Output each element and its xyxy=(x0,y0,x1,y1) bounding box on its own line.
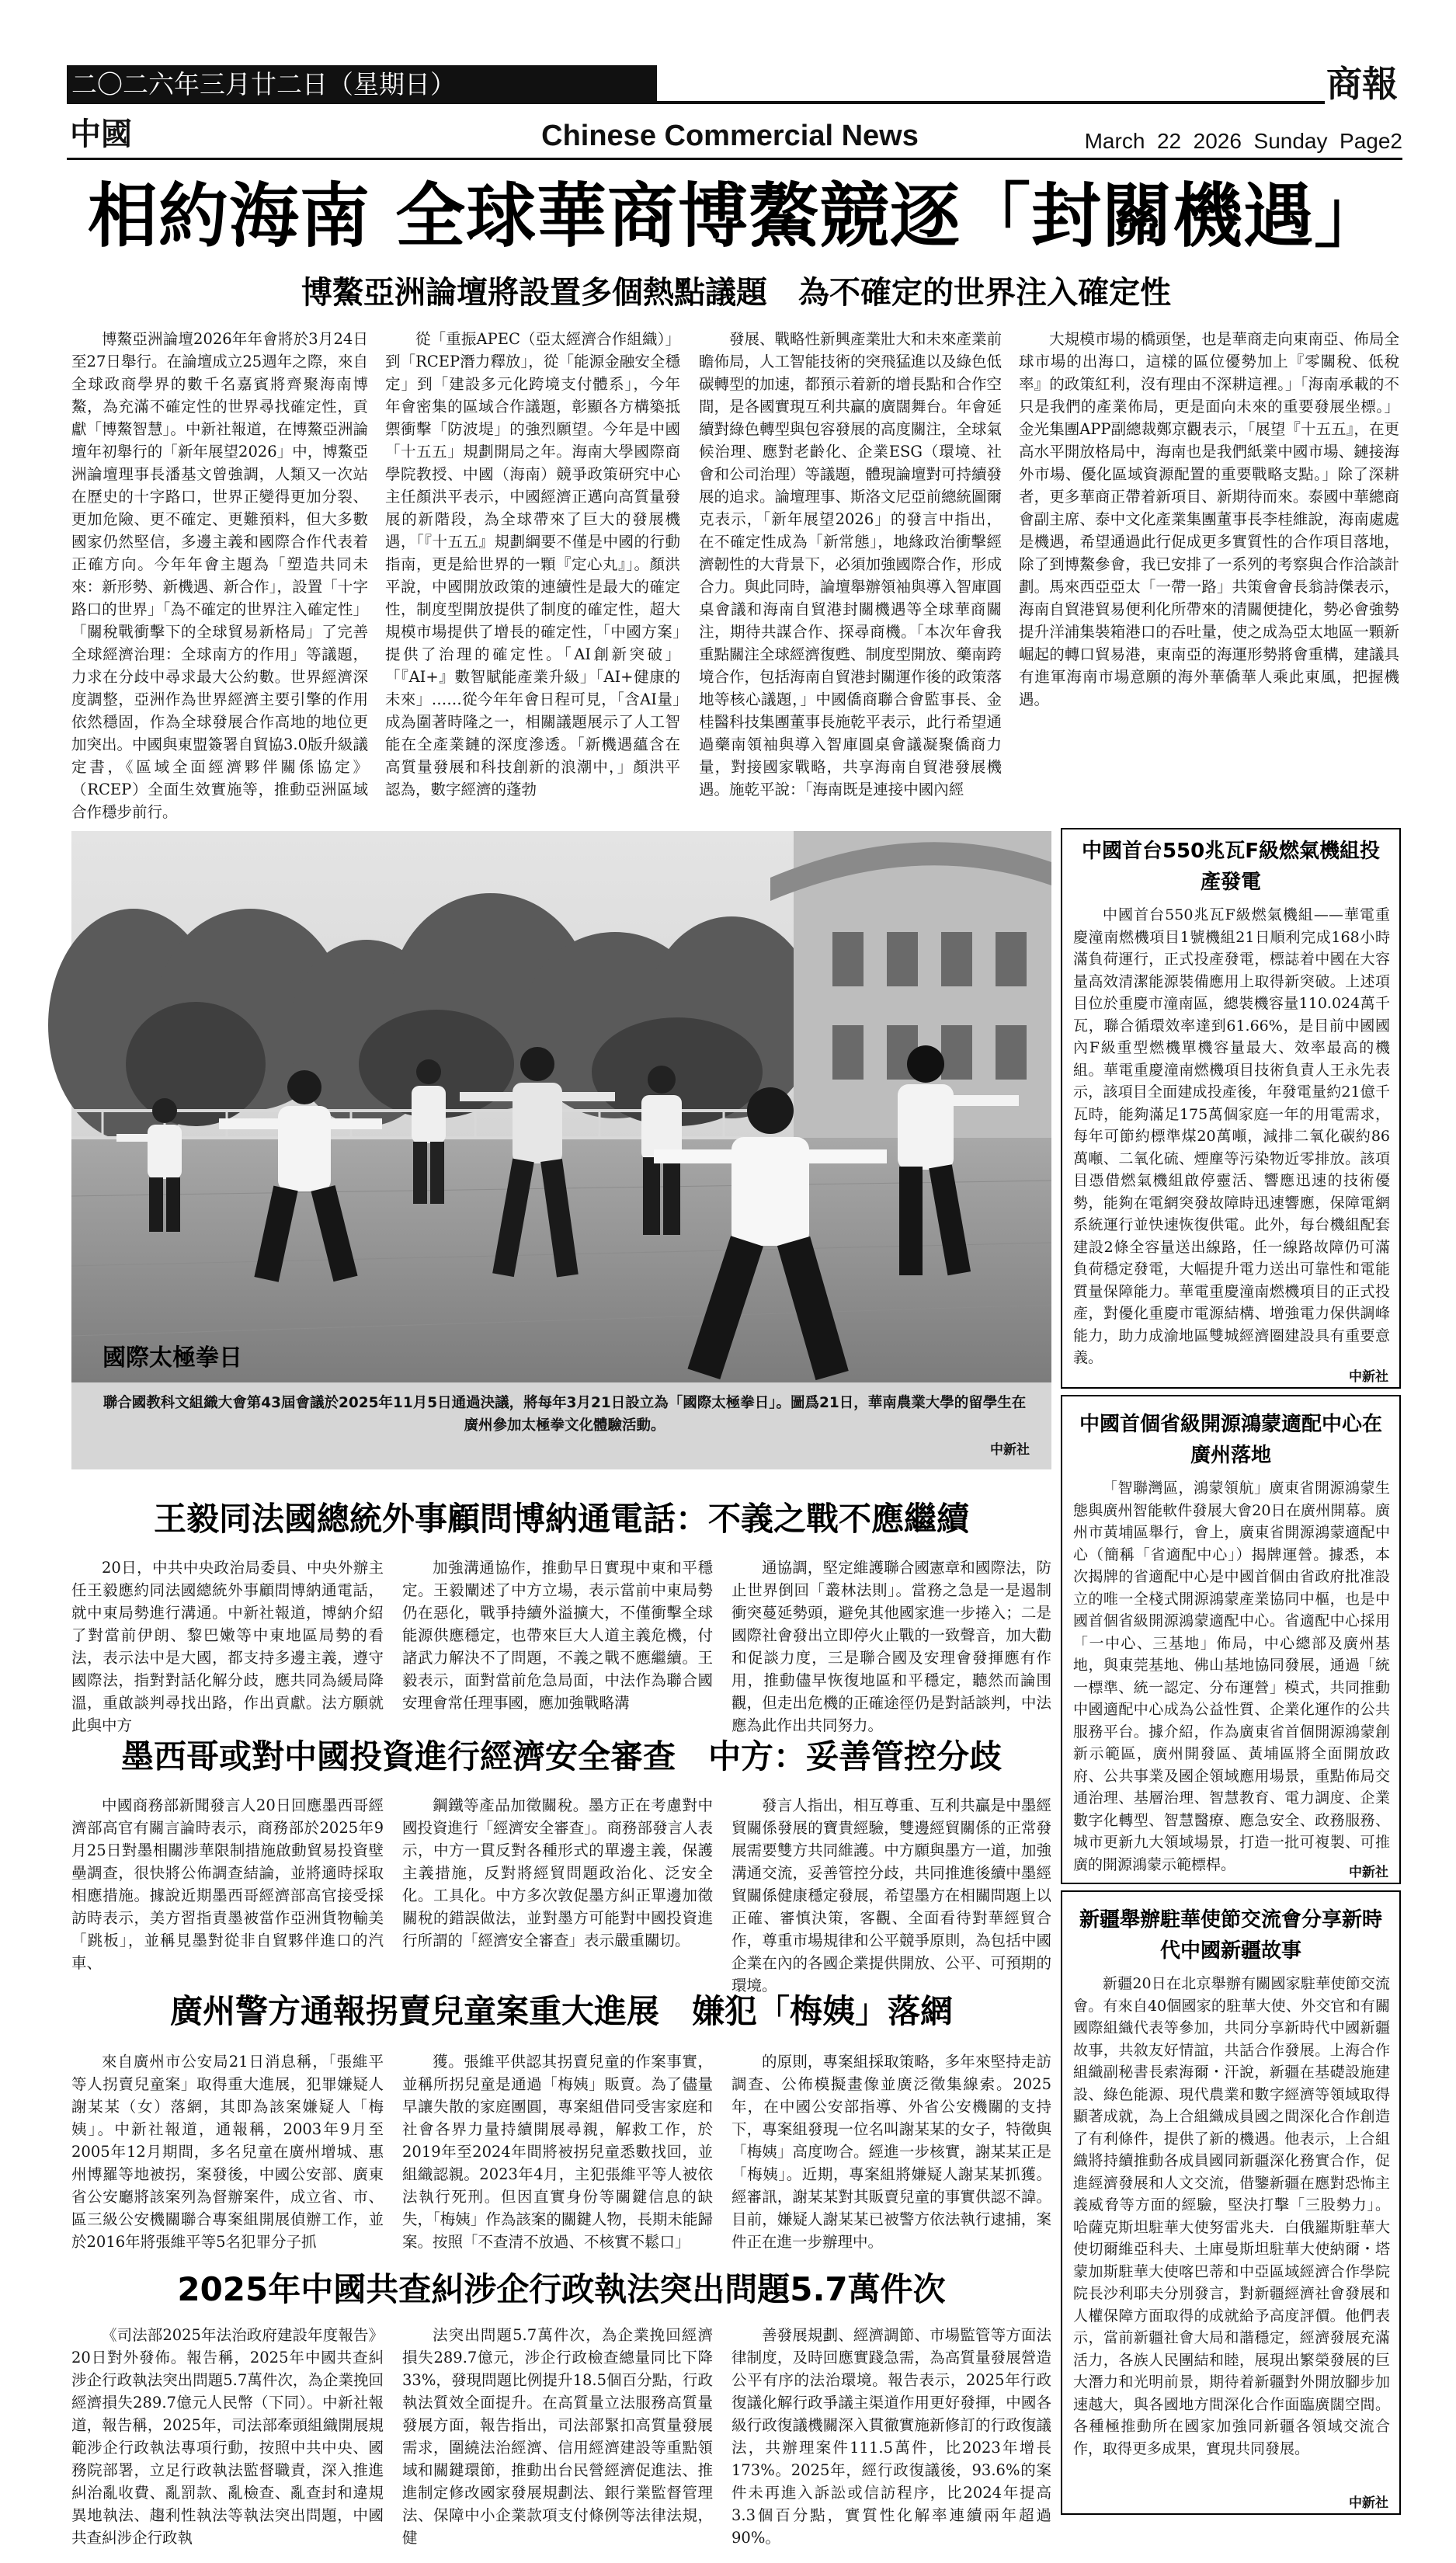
sidebar-title-3: 新疆舉辦駐華使節交流會分享新時代中國新疆故事 xyxy=(1079,1908,1382,1963)
photo-caption xyxy=(103,1392,1027,1437)
sidebar-source-2: 中新社 xyxy=(1349,1865,1388,1880)
article-3-text-2: 獲。張維平供認其拐賣兒童的作案事實，並稱所拐兒童是通過「梅姨」販賣。為了儘量早讓失散的家庭團圓，專案組借同受害家庭和社會各界力量持續開展尋親，解救工作，於2019年至2024年間將被拐兒童悉數找回，並組織認親。2023年4月，主犯張維平等人被依法執行死刑。但因直實身份等關鍵信息的缺失，「梅姨」作為該案的關鍵人物，長期未能歸案。按照「不查清不放過、不核實不鬆口」 xyxy=(402,2053,713,2251)
article-2-column-1 xyxy=(71,1794,384,1973)
photo-source: 中新社 xyxy=(990,1442,1030,1458)
article-4-text-3: 善發展規劃、經濟調節、市場監管等方面法律制度，及時回應實踐急需，為高質量發展營造公平有序的法治環境。報告表示，2025年行政復議化解行政爭議主渠道作用更好發揮，中國各級行政復議機關深入貫徹實施新修訂的行政復議法，共辦理案件111.5萬件，比2023年增長173%。2025年，經行政復議後，93.6%的案件未再進入訴訟或信訪程序，比2024年提高3.3個百分點，實質性化解率連續兩年超過90%。 xyxy=(731,2326,1051,2547)
lead-column-3 xyxy=(699,328,1003,798)
date-page-en: March 22 2026 Sunday Page2 xyxy=(1084,129,1402,153)
sidebar-body-3 xyxy=(1073,1973,1390,2488)
article-2-column-2 xyxy=(402,1794,713,1973)
article-1-column-1 xyxy=(71,1556,384,1734)
masthead-date-bar xyxy=(67,65,657,104)
sidebar-source-3: 中新社 xyxy=(1349,2495,1388,2511)
article-1-column-2 xyxy=(402,1556,713,1712)
article-4-column-2 xyxy=(402,2324,713,2547)
sidebar-item-2 xyxy=(1061,1395,1401,1884)
article-1-text-3: 通協調，堅定維護聯合國憲章和國際法，防止世界倒回「叢林法則」。當務之急是一是遏制衝突蔓延勢頭，避免其他國家進一步捲入；二是國際社會發出立即停火止戰的一致聲音，加大勸和促談力度，三是聯合國及安理會發揮應有作用，推動儘早恢復地區和平穩定，聽然而論围觀，但走出危機的正確途徑仍是對話談判，中法應為此作出共同努力。 xyxy=(731,1559,1051,1734)
photo-caption-area xyxy=(71,1344,1051,1469)
article-3-column-3 xyxy=(731,2050,1051,2254)
article-2-column-3 xyxy=(731,1794,1051,1994)
article-3-text-3: 的原則，專案組採取策略，多年來堅持走訪調查、公佈模擬畫像並廣泛徵集線索。2025年，在中國公安部指導、外省公安機關的支持下，專案組發現一位名叫謝某某的女子，特徵與「梅姨」高度吻合。經進一步核實，謝某某正是「梅姨」。近期，專案組將嫌疑人謝某某抓獲。經審訊，謝某某對其販賣兒童的事實供認不諱。目前，嫌疑人謝某某已被警方依法執行逮捕，案件正在進一步辦理中。 xyxy=(731,2053,1051,2251)
lead-column-4 xyxy=(1019,328,1399,794)
lead-text-2: 從「重振APEC（亞太經濟合作組織）」到「RCEP潛力釋放」，從「能源金融安全穩定」到「建設多元化跨境支付體系」，今年年會密集的區域合作議題，彰顯各方構築抵禦衝擊「防波堤」的強烈願望。今年是中國「十五五」規劃開局之年。海南大學國際商學院教授、中國（海南）競爭政策研究中心主任顏洪平表示，中國經濟正邁向高質量發展的新階段，為全球帶來了巨大的發展機遇，「『十五五』規劃綱要不僅是中國的行動指南，更是給世界的一顆『定心丸』」。顏洪平說，中國開放政策的連續性是最大的確定性，制度型開放提供了制度的確定性，超大規模市場提供了增長的確定性，「中國方案」提供了治理的確定性。「AI創新突破」「『AI+』數智賦能產業升級」「AI+健康的未來」……從今年年會日程可見，「含AI量」成為圍著時隆之一，相關議題展示了人工智能在全產業鏈的深度滲透。「新機遇蘊含在高質量發展和科技創新的浪潮中，」顏洪平認為，數字經濟的蓬勃 xyxy=(385,330,680,798)
article-2-headline: 墨西哥或對中國投資進行經濟安全審查 中方：妥善管控分歧 xyxy=(120,1737,1002,1775)
section-label: 中國 xyxy=(70,116,132,152)
article-4-column-3 xyxy=(731,2324,1051,2547)
article-3-column-2 xyxy=(402,2050,713,2254)
article-4-headline: 2025年中國共查糾涉企行政執法突出問題5.7萬件次 xyxy=(177,2270,946,2308)
article-1-column-3 xyxy=(731,1556,1051,1734)
lead-text-3: 發展、戰略性新興產業壯大和未來產業前瞻佈局，人工智能技術的突飛猛進以及綠色低碳轉型的加速，都預示着新的增長點和合作空間，是各國實現互利共贏的廣闊舞台。年會延續對綠色轉型與包容發展的高度關注，全球氣候治理、應對老齡化、企業ESG（環境、社會和公司治理）等議題，體現論壇對可持續發展的追求。論壇理事、斯洛文尼亞前總統圖爾克表示，「新年展望2026」的發言中指出，在不確定性成為「新常態」，地緣政治衝擊經濟韌性的大背景下，必須加強國際合作，形成合力。與此同時，論壇舉辦領袖與導入智庫圓桌會議和海南自貿港封關機遇等全球華商關注，期待共謀合作、探尋商機。「本次年會我重點關注全球經濟復甦、制度型開放、藥南跨境合作，包括海南自貿港封關運作後的政策落地等核心議題，」中國僑商聯合會監事長、金桂醫科技集團董事長施乾平表示，此行希望通過藥南領袖與導入智庫圓桌會議凝聚僑商力量，對接國家戰略，共享海南自貿港發展機遇。施乾平說：「海南既是連接中國內經 xyxy=(699,330,1003,798)
article-1-text-2: 加強溝通協作，推動早日實現中東和平穩定。王毅闡述了中方立場，表示當前中東局勢仍在惡化，戰爭持續外溢擴大，不僅衝擊全球能源供應穩定，也帶來巨大人道主義危機，付諸武力解決不了問題，不義之戰不應繼續。王毅表示，面對當前危急局面，中法作為聯合國安理會常任理事國，應加強戰略溝 xyxy=(402,1559,713,1712)
article-4-text-2: 法突出問題5.7萬件次，為企業挽回經濟損失289.7億元，涉企行政檢查總量同比下降33%，發現問題比例提升18.5個百分點，行政執法質效全面提升。在高質量立法服務高質量發展方面，報告指出，司法部緊扣高質量發展需求，圍繞法治經濟、信用經濟建設等重點領域和關鍵環節，推動出台民營經濟促進法、推進制定修改國家發展規劃法、銀行業監督管理法、保障中小企業款項支付條例等法律法規，健 xyxy=(402,2326,713,2547)
sidebar-body-1 xyxy=(1073,904,1390,1370)
paper-logo: 商報 xyxy=(1326,63,1398,105)
lead-column-2 xyxy=(385,328,680,798)
article-2-text-3: 發言人指出，相互尊重、互利共贏是中墨經貿關係發展的寶貴經驗，雙邊經貿關係的正常發展需要雙方共同維護。中方願與墨方一道，加強溝通交流，妥善管控分歧，共同推進後續中墨經貿關係健康穩定發展，希望墨方在相關問題上以正確、審慎決策，客觀、全面看待對華經貿合作，尊重市場規律和公平競爭原則，為包括中國企業在內的各國企業提供開放、公平、可預期的環境。 xyxy=(731,1796,1051,1994)
photo-title: 國際太極拳日 xyxy=(103,1344,242,1372)
lead-text-4: 大規模市場的橋頭堡，也是華商走向東南亞、佈局全球市場的出海口，這樣的區位優勢加上『零關稅、低稅率』的政策紅利，沒有理由不深耕這裡。」「海南承載的不只是我們的產業佈局，更是面向未來的重要發展坐標。」金光集團APP副總裁鄭京觀表示，「展望『十五五』，在更高水平開放格局中，海南也是我們紙業中國市場、鏈接海外市場、優化區域資源配置的重要戰略支點。」除了深耕者，更多華商正帶着新項目、新期待而來。泰國中華總商會副主席、泰中文化產業集團董事長李桂維說，海南處處是機遇，希望通過此行促成更多實質性的合作項目落地，除了到博鰲參會，我已安排了一系列的考察與合作洽談計劃。馬來西亞亞太「一帶一路」共策會會長翁詩傑表示，海南自貿港貿易便利化所帶來的清關便捷化，勢必會強勢提升洋浦集裝箱港口的吞吐量，使之成為亞太地區一顆新崛起的轉口貿易港，東南亞的海運形勢將會重構，建議具有進軍海南市場意願的海外華僑華人乘此東風，把握機遇。 xyxy=(1019,330,1399,708)
sidebar-item-3 xyxy=(1061,1890,1401,2515)
sidebar-title-1: 中國首台550兆瓦F級燃氣機組投產發電 xyxy=(1081,840,1381,894)
article-2-text-1: 中國商務部新聞發言人20日回應墨西哥經濟部高官有關言論時表示，商務部於2025年9月25日對墨相關涉華限制措施啟動貿易投資壁壘調查，很快將公佈調查結論，並將適時採取相應措施。據說近期墨西哥經濟部高官接受採訪時表示，美方習指責墨被當作亞洲貨物輸美「跳板」，並稱見墨對從非自貿夥伴進口的汽車、 xyxy=(71,1796,384,1972)
sidebar-source-1: 中新社 xyxy=(1349,1369,1388,1385)
article-1-text-1: 20日，中共中央政治局委員、中央外辦主任王毅應約同法國總統外事顧問博納通電話，就中東局勢進行溝通。中新社報道，博納介紹了對當前伊朗、黎巴嫩等中東地區局勢的看法，表示法中是大國，都支持多邊主義，遵守國際法，指對對話化解分歧，應共同為緩局降溫，重啟談判尋找出路，作出貢獻。法方願就此與中方 xyxy=(71,1559,384,1734)
sidebar-item-1 xyxy=(1061,828,1401,1389)
masthead-rule-top xyxy=(657,101,1325,104)
lead-text-1: 博鰲亞洲論壇2026年年會將於3月24日至27日舉行。在論壇成立25週年之際，來自全球政商學界的數千名嘉賓將齊聚海南博鰲，為充滿不確定性的世界尋找確定性，貢獻「博鰲智慧」。中新社報道，在博鰲亞洲論壇年初舉行的「新年展望2026」中，博鰲亞洲論壇理事長潘基文曾強調，人類又一次站在歷史的十字路口，世界正變得更加分裂、更加危險、更不確定、更難預料，但大多數國家仍然堅信，多邊主義和國際合作代表着正確方向。今年年會主題為「塑造共同未來：新形勢、新機遇、新合作」，設置「十字路口的世界」「為不確定的世界注入確定性」「關稅戰衝擊下的全球貿易新格局」了完善全球經濟治理：全球南方的作用」等議題，力求在分歧中尋求最大公約數。世界經濟深度調整，亞洲作為世界經濟主要引擎的作用依然穩固，作為全球發展合作高地的地位更加突出。中國與東盟簽署自貿協3.0版升級議定書，《區域全面經濟夥伴關係協定》（RCEP）全面生效實施等，推動亞洲區域合作穩步前行。 xyxy=(71,330,369,821)
lead-subheadline: 博鰲亞洲論壇將設置多個熱點議題 為不確定的世界注入確定性 xyxy=(301,274,1171,311)
article-1-headline: 王毅同法國總統外事顧問博納通電話：不義之戰不應繼續 xyxy=(153,1500,969,1538)
taichi-photo-image xyxy=(71,831,1051,1382)
paper-name-en: Chinese Commercial News xyxy=(541,120,919,152)
sidebar-title-2: 中國首個省級開源鴻蒙適配中心在廣州落地 xyxy=(1079,1413,1382,1467)
lead-column-1 xyxy=(71,328,369,821)
article-3-column-1 xyxy=(71,2050,384,2254)
sidebar-text-3: 新疆20日在北京舉辦有關國家駐華使節交流會。有來自40個國家的駐華大使、外交官和有關國際組織代表等參加，共同分享新時代中國新疆故事，共敘友好情誼，共話合作發展。上海合作組織副秘書長索海爾・汗說，新疆在基礎設施建設、綠色能源、現代農業和數字經濟等領域取得顯著成就，為上合組織成員國之間深化合作創造了有利條件，提供了新的機遇。他表示，上合組織將持續推動各成員國同新疆深化務實合作，促進經濟發展和人文交流，借鑒新疆在應對恐怖主義威脅等方面的經驗，堅決打擊「三股勢力」。哈薩克斯坦駐華大使努雷兆夫．白俄羅斯駐華大使切爾維亞科夫、土庫曼斯坦駐華大使納爾・塔蒙加斯駐華大使喀巴蒂和中亞區域經濟合作學院院長沙利耶夫分別發言，對新疆經濟社會發展和人權保障方面取得的成就給予高度評價。他們表示，當前新疆社會大局和諧穩定，經濟發展充滿活力，各族人民團結和睦，展現出繁榮發展的巨大潛力和光明前景，期待着新疆對外開放腳步加速越大，與各國地方間深化合作面臨廣闊空間。各種極推動所在國家加強同新疆各領域交流合作，取得更多成果，實現共同發展。 xyxy=(1073,1975,1390,2457)
article-4-text-1: 《司法部2025年法治政府建設年度報告》20日對外發佈。報告稱，2025年中國共查糾涉企行政執法突出問題5.7萬件次，為企業挽回經濟損失289.7億元人民幣（下同）。中新社報道，報告稱，2025年，司法部牽頭組織開展規範涉企行政執法專項行動，按照中共中央、國務院部署，立足行政執法監督職責，深入推進糾治亂收費、亂罰款、亂檢查、亂查封和違規異地執法、趨利性執法等執法突出問題，中國共查糾涉企行政執 xyxy=(71,2326,384,2547)
lead-headline: 相約海南 全球華商博鰲競逐「封關機遇」 xyxy=(87,176,1385,257)
article-3-text-1: 來自廣州市公安局21日消息稱，「張維平等人拐賣兒童案」取得重大進展，犯罪嫌疑人謝某某（女）落網，其即為該案嫌疑人「梅姨」。中新社報道，通報稱，2003年9月至2005年12月期間，多名兒童在廣州增城、惠州博羅等地被拐，案發後，中國公安部、廣東省公安廳將該案列為督辦案件，成立省、市、區三級公安機關聯合專案組開展偵辦工作，並於2016年將張維平等5名犯罪分子抓 xyxy=(71,2053,384,2251)
masthead-rule-bottom xyxy=(67,158,1402,160)
article-3-headline: 廣州警方通報拐賣兒童案重大進展 嫌犯「梅姨」落網 xyxy=(169,1992,953,2030)
taichi-photo xyxy=(71,831,1051,1382)
sidebar-text-1: 中國首台550兆瓦F級燃氣機組——華電重慶潼南燃機項目1號機組21日順利完成168小時滿負荷運行，正式投產發電，標誌着中國在大容量高效清潔能源裝備應用上取得新突破。上述項目位於重慶市潼南區，總裝機容量110.024萬千瓦，聯合循環效率達到61.66%，是目前中國國內F級重型燃機單機容量最大、效率最高的機組。華電重慶潼南燃機項目技術負責人王永先表示，該項目全面建成投產後，年發電量約21億千瓦時，能夠滿足175萬個家庭一年的用電需求，每年可節約標準煤20萬噸，減排二氧化碳約86萬噸、二氧化硫、煙塵等污染物近零排放。該項目憑借燃氣機組啟停靈活、響應迅速的技術優勢，能夠在電網突發故障時迅速響應，保障電網系統運行並快速恢復供電。此外，每台機組配套建設2條全容量送出線路，任一線路故障仍可滿負荷穩定發電，大幅提升電力送出可靠性和電能質量保障能力。華電重慶潼南燃機項目的正式投產，對優化重慶市電源結構、增強電力保供調峰能力，助力成渝地區雙城經濟圈建設具有重要意義。 xyxy=(1073,906,1390,1366)
issue-date: 二〇二六年三月廿二日（星期日） xyxy=(71,69,456,99)
photo-caption-text: 聯合國教科文組織大會第43屆會議於2025年11月5日通過決議，將每年3月21日設立為「國際太極拳日」。圖爲21日，華南農業大學的留學生在廣州參加太極拳文化體驗活動。 xyxy=(103,1395,1027,1434)
article-2-text-2: 鋼鐵等產品加徵關稅。墨方正在考慮對中國投資進行「經濟安全審查」。商務部發言人表示，中方一貫反對各種形式的單邊主義，保護主義措施，反對將經貿問題政治化、泛安全化。工具化。中方多次敦促墨方糾正單邊加徵關稅的錯誤做法，並對墨方可能對中國投資進行所謂的「經濟安全審查」表示嚴重關切。 xyxy=(402,1796,713,1949)
article-4-column-1 xyxy=(71,2324,384,2547)
sidebar-text-2: 「智聯灣區，鴻蒙領航」廣東省開源鴻蒙生態與廣州智能軟件發展大會20日在廣州開幕。廣州市黃埔區舉行，會上，廣東省開源鴻蒙適配中心（簡稱「省適配中心」）揭牌運營。據悉，本次揭牌的省適配中心是中國首個由省政府批准設立的唯一全棧式開源鴻蒙產業協同中樞，也是中國首個省級開源鴻蒙適配中心。省適配中心採用「一中心、三基地」佈局，中心總部及廣州基地，與東莞基地、佛山基地協同發展，通過「統一標準、統一認定、分布運營」模式，共同推動中國適配中心成為公益性質、企業化運作的公共服務平台。據介紹，作為廣東省首個開源鴻蒙創新示範區，廣州開發區、黃埔區將全面開放政府、公共事業及國企領域應用場景，重點佈局交通治理、基層治理、智慧教育、電力調度、企業數字化轉型、智慧醫療、應急安全、政務服務、城市更新九大領域場景，打造一批可複製、可推廣的開源鴻蒙示範標桿。 xyxy=(1073,1480,1390,1873)
